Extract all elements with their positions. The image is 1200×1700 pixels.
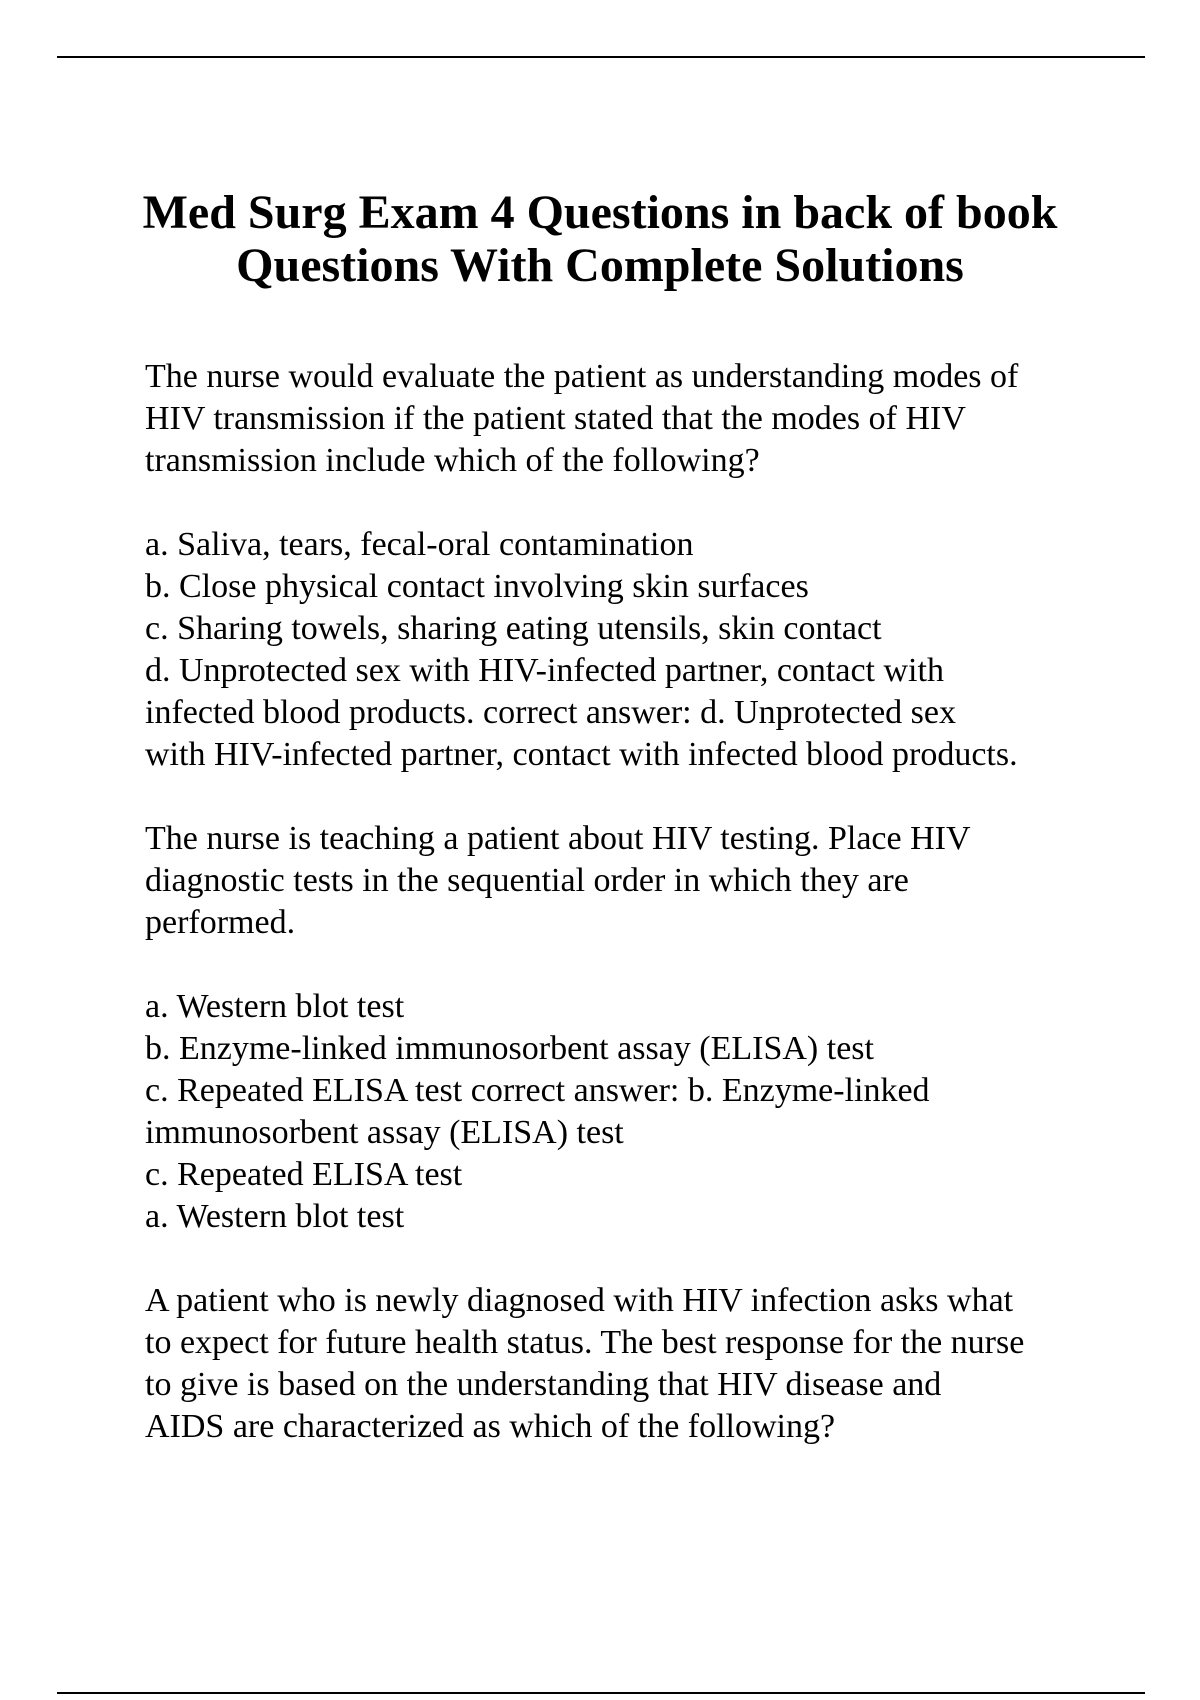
title-line: Questions With Complete Solutions <box>236 239 964 292</box>
text-line: diagnostic tests in the sequential order in which they are <box>145 862 909 899</box>
top-divider <box>57 56 1145 58</box>
text-line: c. Repeated ELISA test <box>145 1156 463 1193</box>
text-line: b. Enzyme-linked immunosorbent assay (ELISA) test <box>145 1030 874 1067</box>
title-line: Med Surg Exam 4 Questions in back of book <box>142 186 1058 239</box>
text-line: immunosorbent assay (ELISA) test <box>145 1114 624 1151</box>
question-1-options <box>145 524 1155 776</box>
text-line: The nurse is teaching a patient about HIV testing. Place HIV <box>145 820 971 857</box>
text-line: b. Close physical contact involving skin surfaces <box>145 568 809 605</box>
page-title <box>120 186 1080 292</box>
text-line: with HIV-infected partner, contact with infected blood products. <box>145 736 1018 773</box>
question-3-stem <box>145 1280 1155 1448</box>
text-line: a. Saliva, tears, fecal-oral contamination <box>145 526 694 563</box>
text-line: infected blood products. correct answer: d. Unprotected sex <box>145 694 956 731</box>
question-1-stem <box>145 356 1155 482</box>
text-line: d. Unprotected sex with HIV-infected partner, contact with <box>145 652 944 689</box>
text-line: transmission include which of the following? <box>145 442 760 479</box>
question-2-options <box>145 986 1155 1238</box>
text-line: a. Western blot test <box>145 1198 405 1235</box>
text-line: AIDS are characterized as which of the following? <box>145 1408 836 1445</box>
text-line: The nurse would evaluate the patient as understanding modes of <box>145 358 1019 395</box>
text-line: c. Sharing towels, sharing eating utensils, skin contact <box>145 610 882 647</box>
text-line: to expect for future health status. The best response for the nurse <box>145 1324 1025 1361</box>
text-line: to give is based on the understanding that HIV disease and <box>145 1366 942 1403</box>
bottom-divider <box>57 1692 1145 1694</box>
text-line: performed. <box>145 904 296 941</box>
text-line: c. Repeated ELISA test correct answer: b. Enzyme-linked <box>145 1072 930 1109</box>
text-line: a. Western blot test <box>145 988 405 1025</box>
question-2-stem <box>145 818 1155 944</box>
text-line: A patient who is newly diagnosed with HIV infection asks what <box>145 1282 1014 1319</box>
document-body <box>145 356 1155 1490</box>
text-line: HIV transmission if the patient stated that the modes of HIV <box>145 400 966 437</box>
